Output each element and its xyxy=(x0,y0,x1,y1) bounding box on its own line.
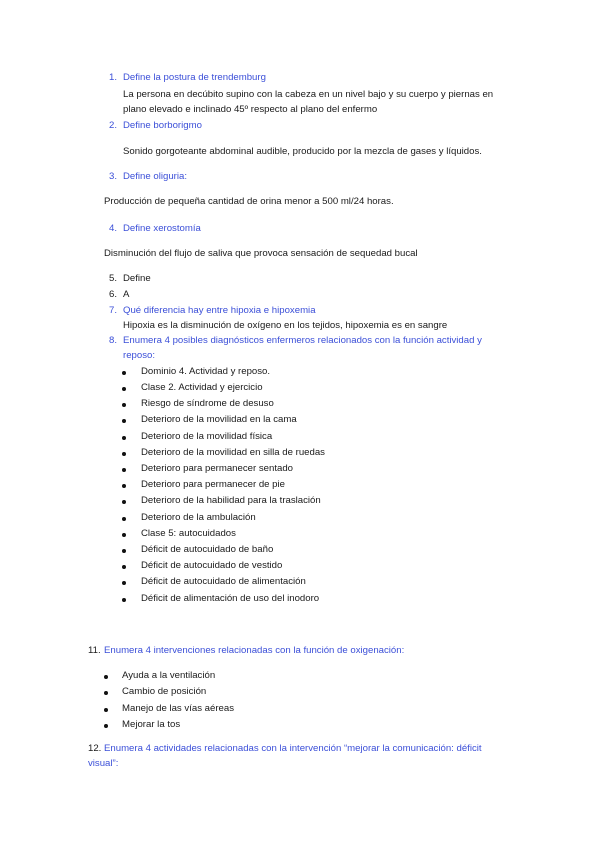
q5-number: 5. xyxy=(108,273,117,284)
bullet-icon xyxy=(122,598,126,602)
q3-answer: Producción de pequeña cantidad de orina menor a 500 ml/24 horas. xyxy=(104,196,394,207)
bullet-icon xyxy=(104,724,108,728)
q1-title: Define la postura de trendemburg xyxy=(123,72,266,83)
bullet-icon xyxy=(122,517,126,521)
document-page: 1. Define la postura de trendemburg La persona en decúbito supino con la cabeza en un nivel bajo y su cuerpo y piernas en plano elevado e inclinado 45º respecto al plano del enfermo 2. Define borborigmo Sonido gorgoteante abdominal audible, producido por la mezcla de gases y líquidos. 3. Define oliguria: Producción de pequeña cantidad de orina menor a 500 ml/24 horas. 4. Define xerostomía Disminución del flujo de saliva que provoca sensación de sequedad bucal 5. Define 6. A 7. Qué diferencia hay entre hipoxia e hipoxemia Hipoxia es la disminución de oxígeno en los tejidos, hipoxemia es en sangre 8. Enumera 4 posibles diagnósticos enfermeros relacionados con la función actividad y reposo: Dominio 4. Actividad y reposo. Clase 2. Actividad y ejercicio Riesgo de síndrome de desuso Deterioro de la movilidad en la cama Deterioro de la movilidad física Deterioro de la movilidad en silla de ruedas Deterioro para permanecer sentado Deterioro para permanecer de pie Deterioro de la habilidad para la traslación Deterioro de la ambulación Clase 5: autocuidados Déficit de autocuidado de baño Déficit de autocuidado de vestido Déficit de autocuidado de alimentación Déficit de alimentación de uso del inodoro 11. Enumera 4 intervenciones relacionadas con la función de oxigenación: Ayuda a la ventilación Cambio de posición Manejo de las vías aéreas Mejorar la tos 12. Enumera 4 actividades relacionadas con la intervención “mejorar la comunicación: déficit visual”: xyxy=(0,0,599,848)
q2-answer: Sonido gorgoteante abdominal audible, producido por la mezcla de gases y líquidos. xyxy=(123,146,482,157)
bullet-icon xyxy=(122,403,126,407)
q12-title-line1: Enumera 4 actividades relacionadas con la intervención “mejorar la comunicación: déficit xyxy=(104,743,482,754)
bullet-icon xyxy=(104,691,108,695)
q4-title: Define xerostomía xyxy=(123,223,201,234)
bullet-icon xyxy=(122,484,126,488)
q1-number: 1. xyxy=(108,72,117,83)
q8-title-line2: reposo: xyxy=(123,350,155,361)
bullet-icon xyxy=(122,549,126,553)
q11-number: 11. xyxy=(88,645,101,656)
q2-title: Define borborigmo xyxy=(123,120,202,131)
bullet-icon xyxy=(122,436,126,440)
bullet-icon xyxy=(122,387,126,391)
bullet-icon xyxy=(104,675,108,679)
bullet-icon xyxy=(122,371,126,375)
q5-title: Define xyxy=(123,273,151,284)
q12-title-line2: visual”: xyxy=(88,758,119,769)
q6-number: 6. xyxy=(108,289,117,300)
q8-number: 8. xyxy=(108,335,117,346)
q6-title: A xyxy=(123,289,130,300)
bullet-icon xyxy=(122,452,126,456)
q1-answer: La persona en decúbito supino con la cabeza en un nivel bajo y su cuerpo y piernas en plano elevado e inclinado 45º respecto al plano del enfermo xyxy=(123,89,494,115)
q12-number: 12. xyxy=(88,743,102,754)
q7-answer: Hipoxia es la disminución de oxígeno en los tejidos, hipoxemia es en sangre xyxy=(123,320,448,331)
bullet-icon xyxy=(122,581,126,585)
bullet-icon xyxy=(104,708,108,712)
q8-title-line1: Enumera 4 posibles diagnósticos enfermeros relacionados con la función actividad y xyxy=(123,335,482,346)
q3-number: 3. xyxy=(108,171,117,182)
q7-title: Qué diferencia hay entre hipoxia e hipoxemia xyxy=(123,305,316,316)
q11-title: Enumera 4 intervenciones relacionadas con la función de oxigenación: xyxy=(104,645,405,656)
bullet-icon xyxy=(122,419,126,423)
q3-title: Define oliguria: xyxy=(123,171,187,182)
q2-number: 2. xyxy=(108,120,117,131)
bullet-icon xyxy=(122,533,126,537)
bullet-icon xyxy=(122,468,126,472)
bullet-icon xyxy=(122,565,126,569)
q4-answer: Disminución del flujo de saliva que provoca sensación de sequedad bucal xyxy=(104,248,418,259)
q4-number: 4. xyxy=(108,223,117,234)
bullet-icon xyxy=(122,500,126,504)
q7-number: 7. xyxy=(108,305,117,316)
